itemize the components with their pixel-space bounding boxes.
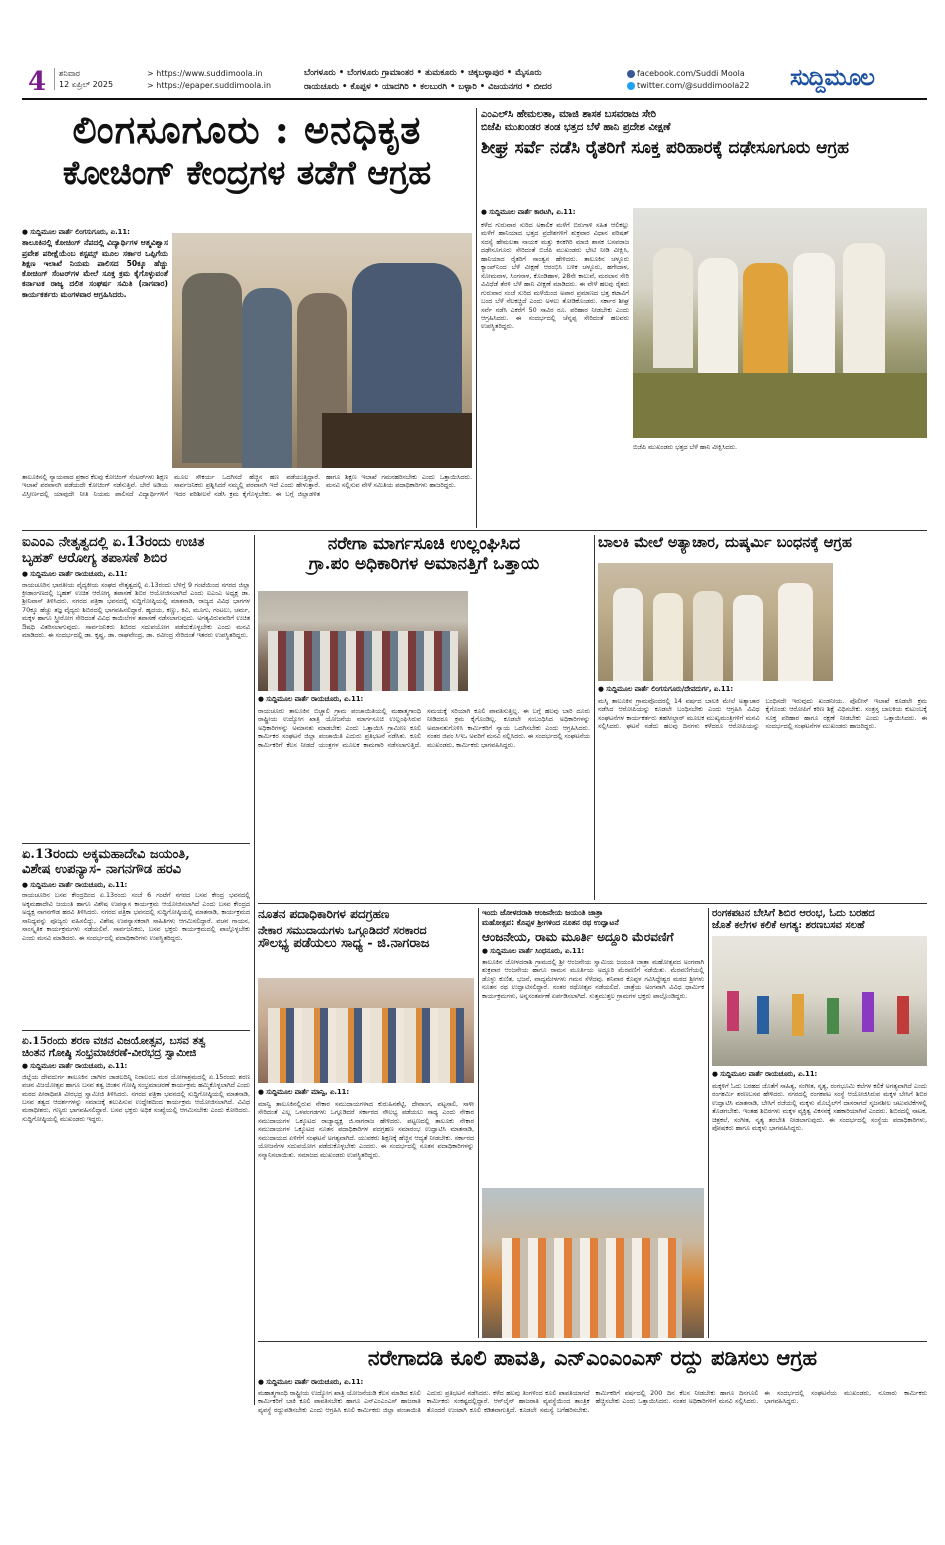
page-number: 4 [28, 67, 47, 97]
article-summer-camp [712, 908, 927, 1338]
headline: ನೂತನ ಪದಾಧಿಕಾರಿಗಳ ಪದಗ್ರಹಣ [258, 908, 390, 921]
subheadline-line-1: ನೇಕಾರ ಸಮುದಾಯಗಳು ಒಗ್ಗೂಡಿದರೆ ಸರಕಾರದ [258, 923, 427, 937]
headline-line-2: ವಿಶೇಷ ಉಪನ್ಯಾಸ- ನಾಗನಗೌಡ ಹರವಿ [22, 861, 181, 877]
dateline: ● ಸುದ್ದಿಮೂಲ ವಾರ್ತೆ ರಾಯಚೂರು, ಏ.11: [22, 1062, 128, 1071]
dateline: ● ಸುದ್ದಿಮೂಲ ವಾರ್ತೆ ಲಿಂಗಸುಗೂರು/ದೇವದುರ್ಗ, ಏ.11: [598, 685, 734, 693]
article-body: ಮಸ್ಕಿ ತಾಲೂಕಿನ ಗ್ರಾಮವೊಂದರಲ್ಲಿ 14 ವರ್ಷದ ಬಾಲಕಿ ಮೇಲೆ ಅತ್ಯಾಚಾರ ನಡೆಸಿದ ಆರೋಪಿಯನ್ನು ಕೂಡಲೇ ಬಂಧಿಸಬೇಕು ಎಂದು ಆಗ್ರಹಿಸಿ ವಿವಿಧ ಸಂಘಟನೆಗಳ ಕಾರ್ಯಕರ್ತರು ತಹಸೀಲ್ದಾರ್ ಮೂಲಕ ಮುಖ್ಯಮಂತ್ರಿಗಳಿಗೆ ಮನವಿ ಸಲ್ಲಿಸಿದರು. ಘಟನೆ ನಡೆದು ಹಲವು ದಿನಗಳು ಕಳೆದರೂ ಆರೋಪಿಯನ್ನು ಬಂಧಿಸದೇ ಇರುವುದು ಖಂಡನೀಯ. ಪೊಲೀಸ್ ಇಲಾಖೆ ಕೂಡಲೇ ಕ್ರಮ ಕೈಗೊಂಡು ಆರೋಪಿಗೆ ಕಠಿಣ ಶಿಕ್ಷೆ ವಿಧಿಸಬೇಕು. ಸಂತ್ರಸ್ತ ಬಾಲಕಿಯ ಕುಟುಂಬಕ್ಕೆ ಸೂಕ್ತ ಪರಿಹಾರ ಹಾಗೂ ರಕ್ಷಣೆ ನೀಡಬೇಕು ಎಂದು ಒತ್ತಾಯಿಸಿದರು. ಈ ಸಂದರ್ಭದಲ್ಲಿ ಸಂಘಟನೆಗಳ ಮುಖಂಡರು ಹಾಜರಿದ್ದರು. [598, 697, 927, 731]
headline-line-1: ನರೇಗಾ ಮಾರ್ಗಸೂಚಿ ಉಲ್ಲಂಘಿಸಿದ [327, 535, 521, 554]
headline-line-2: ಬೃಹತ್ ಆರೋಗ್ಯ ತಪಾಸಣೆ ಶಿಬಿರ [22, 549, 168, 566]
edition-cities [304, 67, 552, 94]
facebook-link[interactable]: facebook.com/Suddi Moola [637, 69, 745, 78]
article-body: ತಾಲೂಕಿನ ಜೋಳದರಾಶಿ ಗ್ರಾಮದಲ್ಲಿ ಶ್ರೀ ಆಂಜನೇಯ ಸ್ವಾಮಿಯ ಜಯಂತಿ ಜಾತ್ರಾ ಮಹೋತ್ಸವದ ಅಂಗವಾಗಿ ಶುಕ್ರವಾರ ಆಂಜನೇಯ ಹಾಗೂ ರಾಮನ ಮೂರ್ತಿಯ ಅದ್ದೂರಿ ಮೆರವಣಿಗೆ ನಡೆಯಿತು. ಮೆರವಣಿಗೆಯಲ್ಲಿ ಡೊಳ್ಳು ಕುಣಿತ, ಭಜನೆ, ವಾದ್ಯಮೇಳಗಳು ಗಮನ ಸೆಳೆದವು. ಶನಿವಾರ ಕೊಪ್ಪಳ ಗವಿಸಿದ್ಧೇಶ್ವರ ಮಠದ ಶ್ರೀಗಳು ನೂತನ ರಥ ಉದ್ಘಾಟಿಸಲಿದ್ದಾರೆ. ನಂತರ ರಥೋತ್ಸವ ನಡೆಯಲಿದೆ. ಜಾತ್ರೆಯ ಅಂಗವಾಗಿ ವಿವಿಧ ಧಾರ್ಮಿಕ ಕಾರ್ಯಕ್ರಮಗಳು, ಅನ್ನಸಂತರ್ಪಣೆ ಏರ್ಪಡಿಸಲಾಗಿದೆ. ಸುತ್ತಮುತ್ತಲ ಗ್ರಾಮಗಳ ಭಕ್ತರು ಪಾಲ್ಗೊಂಡಿದ್ದರು. [482, 957, 704, 1000]
page-date [54, 68, 113, 90]
article-photo [633, 208, 927, 438]
dateline: ● ಸುದ್ದಿಮೂಲ ವಾರ್ತೆ ರಾಯಚೂರು, ಏ.11: [712, 1070, 818, 1078]
dateline: ● ಸುದ್ದಿಮೂಲ ವಾರ್ತೆ ಮಾನ್ವಿ, ಏ.11: [258, 1088, 350, 1096]
dateline: ● ಸುದ್ದಿಮೂಲ ವಾರ್ತೆ ರಾಯಚೂರು, ಏ.11: [22, 880, 128, 889]
kicker-line-1: ಎಂಎಲ್‌ಸಿ ಹೇಮಲತಾ, ಮಾಜಿ ಶಾಸಕ ಬಸವರಾಜ ಸೇರಿ [481, 109, 657, 120]
kicker-line-2: ಮಹೋತ್ಸವ: ಕೊಪ್ಪಳ ಶ್ರೀಗಳಿಂದ ನೂತನ ರಥ ಉದ್ಘಾಟನೆ [482, 917, 619, 927]
headline-line-2: ಕೋಚಿಂಗ್ ಕೇಂದ್ರಗಳ ತಡೆಗೆ ಆಗ್ರಹ [62, 152, 432, 192]
article-weavers-community [258, 908, 474, 1338]
article-photo [598, 563, 833, 681]
day: ಶನಿವಾರ [59, 69, 81, 78]
cities-line-1: ಬೆಂಗಳೂರು • ಬೆಂಗಳೂರು ಗ್ರಾಮಾಂತರ • ತುಮಕೂರು • ಚಿಕ್ಕಬಳ್ಳಾಪುರ • ಮೈಸೂರು [304, 68, 542, 78]
twitter-icon [627, 82, 635, 90]
dateline: ● ಸುದ್ದಿಮೂಲ ವಾರ್ತೆ ರಾಯಚೂರು, ಏ.11: [258, 695, 364, 703]
article-photo [172, 233, 472, 468]
headline-line-1: ಏ.15ರಂದು ಶರಣ ವಚನ ವಿಜಯೋತ್ಸವ, ಬಸವ ತತ್ವ [22, 1035, 206, 1047]
article-photo [482, 1188, 704, 1338]
article-crop-damage [481, 108, 927, 528]
article-body: ಜಿಲ್ಲೆಯ ದೇವದುರ್ಗ ತಾಲೂಕಿನ ಜಾಗೀರ ಜಾಡಲದಿನ್ನಿ ನಿರಾಲಂಬ ಮಠ ಯೋಗಾಶ್ರಮದಲ್ಲಿ ಏ.15ರಂದು ಶರಣ ವಚನ ವಿಜಯೋತ್ಸವ ಹಾಗೂ ಬಸವ ತತ್ವ ಚಿಂತನ ಗೋಷ್ಠಿ ಸಂಭ್ರಮಾಚರಣೆ ಕಾರ್ಯಕ್ರಮ ಹಮ್ಮಿಕೊಳ್ಳಲಾಗಿದೆ ಎಂದು ಮಠದ ಪೀಠಾಧಿಪತಿ ವೀರಭದ್ರ ಸ್ವಾಮೀಜಿ ತಿಳಿಸಿದರು. ನಗರದ ಪತ್ರಿಕಾ ಭವನದಲ್ಲಿ ಸುದ್ದಿಗೋಷ್ಠಿಯಲ್ಲಿ ಮಾತನಾಡಿ, ಬಸವ ತತ್ವದ ಆದರ್ಶಗಳನ್ನು ಸಮಾಜಕ್ಕೆ ತಲುಪಿಸುವ ಉದ್ದೇಶದಿಂದ ಕಾರ್ಯಕ್ರಮ ಆಯೋಜಿಸಲಾಗಿದೆ. ವಿವಿಧ ಮಠಾಧೀಶರು, ಗಣ್ಯರು ಭಾಗವಹಿಸಲಿದ್ದಾರೆ. ಬಸವ ಭಕ್ತರು ಅಧಿಕ ಸಂಖ್ಯೆಯಲ್ಲಿ ಆಗಮಿಸಬೇಕು ಎಂದು ಕೋರಿದರು. ಸುದ್ದಿಗೋಷ್ಠಿಯಲ್ಲಿ ಮುಖಂಡರು ಇದ್ದರು. [22, 1072, 250, 1123]
twitter-link[interactable]: twitter.com/@suddimoola22 [637, 81, 750, 90]
article-body: ಮಕ್ಕಳಿಗೆ ಓದು ಬರಹದ ಜೊತೆಗೆ ಸಾಹಿತ್ಯ, ಸಂಗೀತ, ನೃತ್ಯ, ರಂಗಭೂಮಿ ಕಲೆಗಳ ಕಲಿಕೆ ಅಗತ್ಯವಾಗಿದೆ ಎಂದು ರಂಗಕರ್ಮಿ ಶರಣಬಸವ ಹೇಳಿದರು. ನಗರದಲ್ಲಿ ರಂಗಕಪಟ ಸಂಸ್ಥೆ ಆಯೋಜಿಸಿರುವ ಮಕ್ಕಳ ಬೇಸಿಗೆ ಶಿಬಿರ ಉದ್ಘಾಟಿಸಿ ಮಾತನಾಡಿ, ಬೇಸಿಗೆ ರಜೆಯಲ್ಲಿ ಮಕ್ಕಳು ಮೊಬೈಲ್‌ಗೆ ದಾಸರಾಗದೆ ಸೃಜನಶೀಲ ಚಟುವಟಿಕೆಗಳಲ್ಲಿ ತೊಡಗಬೇಕು. ಇಂತಹ ಶಿಬಿರಗಳು ಮಕ್ಕಳ ವ್ಯಕ್ತಿತ್ವ ವಿಕಸನಕ್ಕೆ ಸಹಕಾರಿಯಾಗಿವೆ ಎಂದರು. ಶಿಬಿರದಲ್ಲಿ ನಾಟಕ, ಚಿತ್ರಕಲೆ, ಸಂಗೀತ, ನೃತ್ಯ ತರಬೇತಿ ನೀಡಲಾಗುವುದು. ಈ ಸಂದರ್ಭದಲ್ಲಿ ಸಂಸ್ಥೆಯ ಪದಾಧಿಕಾರಿಗಳು, ಪೋಷಕರು ಹಾಗೂ ಮಕ್ಕಳು ಭಾಗವಹಿಸಿದ್ದರು. [712, 1082, 927, 1133]
article-vachana-vijayotsava [22, 1035, 250, 1405]
website-links: > https://www.suddimoola.in > https://epaper.suddimoola.in [147, 69, 272, 90]
headline-line-1: ಐಎಂಎ ನೇತೃತ್ವದಲ್ಲಿ ಏ.13ರಂದು ಉಚಿತ [22, 535, 205, 550]
dateline: ● ಸುದ್ದಿಮೂಲ ವಾರ್ತೆ ಲಿಂಗಸುಗೂರು, ಏ.11: [22, 228, 130, 236]
date: 12 ಏಪ್ರಿಲ್ 2025 [59, 80, 114, 90]
article-health-camp [22, 535, 250, 840]
headline-line-1: ಏ.13ರಂದು ಅಕ್ಕಮಹಾದೇವಿ ಜಯಂತಿ, [22, 848, 190, 862]
dateline: ● ಸುದ್ದಿಮೂಲ ವಾರ್ತೆ ಕಾರಟಗಿ, ಏ.11: [481, 208, 576, 216]
article-photo [712, 936, 927, 1066]
headline: ಶೀಘ್ರ ಸರ್ವೆ ನಡೆಸಿ ರೈತರಿಗೆ ಸೂಕ್ತ ಪರಿಹಾರಕ್ಕೆ ದಢೇಸೂಗೂರು ಆಗ್ರಹ [481, 138, 850, 158]
website-link[interactable]: https://www.suddimoola.in [156, 69, 263, 78]
headline: ನರೇಗಾದಡಿ ಕೂಲಿ ಪಾವತಿ, ಎನ್ಎಂಎಂಎಸ್ ರದ್ದು ಪಡಿಸಲು ಆಗ್ರಹ [367, 1346, 818, 1370]
article-body: ಮಹಾತ್ಮಗಾಂಧಿ ರಾಷ್ಟ್ರೀಯ ಉದ್ಯೋಗ ಖಾತ್ರಿ ಯೋಜನೆಯಡಿ ಕೆಲಸ ಮಾಡಿದ ಕೂಲಿ ಕಾರ್ಮಿಕರಿಗೆ ಬಾಕಿ ಕೂಲಿ ಪಾವತಿಸಬೇಕು ಹಾಗೂ ಎನ್ಎಂಎಂಎಸ್ ಹಾಜರಾತಿ ವ್ಯವಸ್ಥೆ ರದ್ದುಪಡಿಸಬೇಕು ಎಂದು ಆಗ್ರಹಿಸಿ ಕೂಲಿ ಕಾರ್ಮಿಕರು ಜಿಲ್ಲಾ ಪಂಚಾಯಿತಿ ಎದುರು ಪ್ರತಿಭಟನೆ ನಡೆಸಿದರು. ಕಳೆದ ಹಲವು ತಿಂಗಳಿಂದ ಕೂಲಿ ಪಾವತಿಯಾಗದೆ ಕಾರ್ಮಿಕರು ಸಂಕಷ್ಟದಲ್ಲಿದ್ದಾರೆ. ಆನ್‌ಲೈನ್ ಹಾಜರಾತಿ ವ್ಯವಸ್ಥೆಯಿಂದ ತಾಂತ್ರಿಕ ತೊಂದರೆ ಉಂಟಾಗಿ ಕೂಲಿ ಕಡಿತವಾಗುತ್ತಿದೆ. ಕೂಡಲೇ ಸಮಸ್ಯೆ ಬಗೆಹರಿಸಬೇಕು. ಕಾರ್ಮಿಕರಿಗೆ ವರ್ಷದಲ್ಲಿ 200 ದಿನ ಕೆಲಸ ನೀಡಬೇಕು ಹಾಗೂ ದಿನಗೂಲಿ ಹೆಚ್ಚಿಸಬೇಕು ಎಂದು ಒತ್ತಾಯಿಸಿದರು. ನಂತರ ಅಧಿಕಾರಿಗಳಿಗೆ ಮನವಿ ಸಲ್ಲಿಸಿದರು. ಈ ಸಂದರ್ಭದಲ್ಲಿ ಸಂಘಟನೆಯ ಮುಖಂಡರು, ನೂರಾರು ಕಾರ್ಮಿಕರು ಭಾಗವಹಿಸಿದ್ದರು. [258, 1388, 927, 1414]
article-body: ರಾಯಚೂರಿನ ಭಾರತೀಯ ವೈದ್ಯಕೀಯ ಸಂಘದ ನೇತೃತ್ವದಲ್ಲಿ ಏ.13ರಂದು ಬೆಳಿಗ್ಗೆ 9 ಗಂಟೆಯಿಂದ ನಗರದ ಜಿಲ್ಲಾ ಕ್ರೀಡಾಂಗಣದಲ್ಲಿ ಬೃಹತ್ ಉಚಿತ ಆರೋಗ್ಯ ತಪಾಸಣೆ ಶಿಬಿರ ಆಯೋಜಿಸಲಾಗಿದೆ ಎಂದು ಐಎಂಎ ಅಧ್ಯಕ್ಷ ಡಾ. ಶ್ರೀನಿವಾಸ್ ತಿಳಿಸಿದರು. ನಗರದ ಪತ್ರಿಕಾ ಭವನದಲ್ಲಿ ಸುದ್ದಿಗೋಷ್ಠಿಯಲ್ಲಿ ಮಾತನಾಡಿ, ರಾಜ್ಯದ ವಿವಿಧ ಭಾಗಗಳ 70ಕ್ಕೂ ಹೆಚ್ಚು ತಜ್ಞ ವೈದ್ಯರು ಶಿಬಿರದಲ್ಲಿ ಭಾಗವಹಿಸಲಿದ್ದಾರೆ. ಹೃದಯ, ಕಣ್ಣು, ಕಿವಿ, ಮೂಗು, ಗಂಟಲು, ಚರ್ಮ, ಮಕ್ಕಳ ಹಾಗೂ ಸ್ತ್ರೀರೋಗ ಸೇರಿದಂತೆ ವಿವಿಧ ಕಾಯಿಲೆಗಳ ತಪಾಸಣೆ ನಡೆಸಲಾಗುವುದು. ಅಗತ್ಯವಿರುವವರಿಗೆ ಉಚಿತ ಔಷಧಿ ವಿತರಿಸಲಾಗುವುದು. ಸಾರ್ವಜನಿಕರು ಶಿಬಿರದ ಸದುಪಯೋಗ ಪಡೆದುಕೊಳ್ಳಬೇಕು ಎಂದು ಮನವಿ ಮಾಡಿದರು. ಈ ಸಂದರ್ಭದಲ್ಲಿ ಡಾ. ಕೃಷ್ಣ, ಡಾ. ರಾಘವೇಂದ್ರ, ಡಾ. ರವೀಂದ್ರ ಸೇರಿದಂತೆ ಇತರರು ಉಪಸ್ಥಿತರಿದ್ದರು. [22, 580, 250, 640]
epaper-link[interactable]: https://epaper.suddimoola.in [156, 81, 272, 90]
article-body: ಕಳೆದ ಗುರುವಾರ ಸುರಿದ ಅಕಾಲಿಕ ಮಳೆಗೆ ಬಿರುಗಾಳಿ ಸಹಿತ ಆಲಿಕಲ್ಲು ಮಳೆಗೆ ಹಾನಿಯಾದ ಭತ್ತದ ಪ್ರದೇಶಗಳಿಗೆ ಶುಕ್ರವಾರ ವಿಧಾನ ಪರಿಷತ್ ಸದಸ್ಯೆ ಹೇಮಲತಾ ನಾಯಕ ಮತ್ತು ಕನಕಗಿರಿ ಮಾಜಿ ಶಾಸಕ ಬಸವರಾಜ ದಢೇಸೂಗೂರು ಸೇರಿದಂತೆ ಬಿಜೆಪಿ ಮುಖಂಡರು ಭೇಟಿ ನೀಡಿ ವೀಕ್ಷಿಸಿ, ಹಾನಿಯಾದ ರೈತರಿಗೆ ಸಾಂತ್ವನ ಹೇಳಿದರು. ತಾಲೂಕಿನ ಚಳ್ಳೂರು ಕ್ಯಾಂಪ್‌ನಿಂದ ಬೆಳೆ ವೀಕ್ಷಣೆ ಆರಂಭಿಸಿ ಬಳಿಕ ಚಳ್ಳೂರು, ಹಗೇದಾಳ, ಸೋಮನಾಳ, ಸಿಂಗನಾಳ, ಕೊಂಡಿಹಾಳ, 28ನೇ ಕಾಲುವೆ, ಮರಲಾನ ಸೇರಿ ವಿವಿಧೆಡೆ ತೆರಳಿ ಬೆಳೆ ಹಾನಿ ವೀಕ್ಷಣೆ ಮಾಡಿದರು. ಈ ವೇಳೆ ಹಲವು ರೈತರು ಗುರುವಾರ ಸಂಜೆ ಸುರಿದ ಮಳೆಯಿಂದ ಅಪಾರ ಪ್ರಮಾಣದ ಭತ್ತ ಕಟಾವಿಗೆ ಬಂದ ಬೆಳೆ ನೆಲಕಚ್ಚಿದೆ ಎಂದು ಅಳಲು ತೋಡಿಕೊಂಡರು. ಸರ್ಕಾರ ಶೀಘ್ರ ಸರ್ವೆ ನಡೆಸಿ ಎಕರೆಗೆ 50 ಸಾವಿರ ರೂ. ಪರಿಹಾರ ನೀಡಬೇಕು ಎಂದು ಆಗ್ರಹಿಸಿದರು. ಈ ಸಂದರ್ಭದಲ್ಲಿ ಚೆನ್ನಪ್ಪ ಸೇರಿದಂತೆ ಹಲವರು ಉಪಸ್ಥಿತರಿದ್ದರು. [481, 221, 629, 331]
dateline: ● ಸುದ್ದಿಮೂಲ ವಾರ್ತೆ ರಾಯಚೂರು, ಏ.11: [22, 570, 128, 579]
headline-line-2: ಚಿಂತನ ಗೋಷ್ಠಿ ಸಂಭ್ರಮಾಚರಣೆ-ವೀರಭದ್ರ ಸ್ವಾಮೀಜಿ [22, 1047, 197, 1060]
subheadline-line-2: ಸೌಲಭ್ಯ ಪಡೆಯಲು ಸಾಧ್ಯ - ಜಿ.ನಾಗರಾಜ [258, 936, 430, 952]
headline: ಬಾಲಕಿ ಮೇಲೆ ಅತ್ಯಾಚಾರ, ದುಷ್ಕರ್ಮಿ ಬಂಧನಕ್ಕೆ ಆಗ್ರಹ [598, 535, 852, 551]
article-nrega-wages [258, 1346, 927, 1536]
article-nrega-suspension [258, 535, 590, 900]
kicker-line-2: ಬಿಜೆಪಿ ಮುಖಂಡರ ತಂಡ ಭತ್ತದ ಬೆಳೆ ಹಾನಿ ಪ್ರದೇಶ ವೀಕ್ಷಣೆ [481, 122, 671, 133]
article-girl-assault [598, 535, 927, 900]
newspaper-logo: ಸುದ್ದಿಮೂಲ [790, 64, 874, 91]
headline-line-1: ಲಿಂಗಸೂಗೂರು : ಅನಧಿಕೃತ [72, 108, 422, 152]
facebook-icon [627, 70, 635, 78]
headline: ಆಂಜನೇಯ, ರಾಮ ಮೂರ್ತಿ ಅದ್ದೂರಿ ಮೆರವಣಿಗೆ [482, 929, 674, 944]
masthead [22, 62, 927, 100]
headline-line-2: ಗ್ರಾ.ಪಂ ಅಧಿಕಾರಿಗಳ ಅಮಾನತ್ತಿಗೆ ಒತ್ತಾಯ [308, 553, 540, 574]
article-photo [258, 591, 468, 691]
headline-line-1: ರಂಗಕಪಟನ ಬೇಸಿಗೆ ಶಿಬಿರ ಆರಂಭ, ಓದು ಬರಹದ [712, 908, 875, 919]
article-anjaneya-jatra [482, 908, 704, 1338]
dateline: ● ಸುದ್ದಿಮೂಲ ವಾರ್ತೆ ಸಿಂಧನೂರು, ಏ.11: [482, 947, 585, 956]
article-body: ಮಾನ್ವಿ ತಾಲೂಕಿನಲ್ಲಿರುವ ನೇಕಾರ ಸಮುದಾಯಗಳಾದ ಕುರುಹಿನಶೆಟ್ಟಿ, ದೇವಾಂಗ, ಪಟ್ಟಸಾಲಿ, ಸಾಳೀ ಸೇರಿದಂತೆ ಎಲ್ಲ ಒಳಪಂಗಡಗಳು ಒಗ್ಗೂಡಿದರೆ ಸರ್ಕಾರದ ಸೌಲಭ್ಯ ಪಡೆಯಲು ಸಾಧ್ಯ ಎಂದು ನೇಕಾರ ಸಮುದಾಯಗಳ ಒಕ್ಕೂಟದ ರಾಜ್ಯಾಧ್ಯಕ್ಷ ಜಿ.ನಾಗರಾಜ ಹೇಳಿದರು. ಪಟ್ಟಣದಲ್ಲಿ ತಾಲೂಕು ನೇಕಾರ ಸಮುದಾಯಗಳ ಒಕ್ಕೂಟದ ನೂತನ ಪದಾಧಿಕಾರಿಗಳ ಪದಗ್ರಹಣ ಸಮಾರಂಭ ಉದ್ಘಾಟಿಸಿ ಮಾತನಾಡಿ, ಸಮುದಾಯದ ಏಳಿಗೆಗೆ ಸಂಘಟನೆ ಅಗತ್ಯವಾಗಿದೆ. ಯುವಕರು ಶಿಕ್ಷಣಕ್ಕೆ ಹೆಚ್ಚಿನ ಆದ್ಯತೆ ನೀಡಬೇಕು. ಸರ್ಕಾರದ ಯೋಜನೆಗಳ ಸದುಪಯೋಗ ಪಡೆದುಕೊಳ್ಳಬೇಕು ಎಂದರು. ಈ ಸಂದರ್ಭದಲ್ಲಿ ನೂತನ ಪದಾಧಿಕಾರಿಗಳನ್ನು ಸನ್ಮಾನಿಸಲಾಯಿತು. ಸಮಾಜದ ಮುಖಂಡರು ಉಪಸ್ಥಿತರಿದ್ದರು. [258, 1100, 474, 1159]
article-photo [258, 978, 474, 1083]
article-akkamahadevi [22, 848, 250, 1028]
article-lingasugur-coaching [22, 108, 472, 528]
article-lead: ತಾಲೂಕಿನಲ್ಲಿ ಕೋಚಿಂಗ್ ನೆಪದಲ್ಲಿ ವಿದ್ಯಾರ್ಥಿಗಳ ಆತ್ಮವಿಶ್ವಾಸ ಪ್ರವೇಶ ಪರೀಕ್ಷೆಯೆಂಬ ಕಸ್ಟಮ್ಸ್ ಮೂಲ ಸರ್ಕಾರ ಒಪ್ಪಿಗೆಯ ಶಿಕ್ಷಣ ಇಲಾಖೆ ನಿಯಮ ಪಾಲಿಸದ 50ಕ್ಕೂ ಹೆಚ್ಚು ಕೋಚಿಂಗ್ ಸೆಂಟರ್‌ಗಳ ಮೇಲೆ ಸೂಕ್ತ ಕ್ರಮ ಕೈಗೊಳ್ಳುವಂತೆ ಕರ್ನಾಟಕ ರಾಜ್ಯ ದಲಿತ ಸಂಘರ್ಷ ಸಮಿತಿ (ನಾಗವಾರ) ಕಾರ್ಯಕರ್ತರು ಮಂಗಳವಾರ ಆಗ್ರಹಿಸಿದರು. [22, 238, 168, 299]
kicker-line-1: ಇಂದು ಜೋಳದರಾಶಿ ಆಂಜನೇಯ ಜಯಂತಿ ಜಾತ್ರಾ [482, 908, 603, 917]
cities-line-2: ರಾಯಚೂರು • ಕೊಪ್ಪಳ • ಯಾದಗಿರಿ • ಕಲಬುರಗಿ • ಬಳ್ಳಾರಿ • ವಿಜಯನಗರ • ಬೀದರ [304, 81, 552, 92]
dateline: ● ಸುದ್ದಿಮೂಲ ವಾರ್ತೆ ರಾಯಚೂರು, ಏ.11: [258, 1378, 364, 1387]
article-caption: ಬಿಜೆಪಿ ಮುಖಂಡರು ಭತ್ತದ ಬೆಳೆ ಹಾನಿ ವೀಕ್ಷಿಸಿದರು. [633, 443, 738, 451]
article-body: ರಾಯಚೂರಿನ ಬಸವ ಕೇಂದ್ರದಿಂದ ಏ.13ರಂದು ಸಂಜೆ 6 ಗಂಟೆಗೆ ನಗರದ ಬಸವ ಕೇಂದ್ರ ಭವನದಲ್ಲಿ ಅಕ್ಕಮಹಾದೇವಿ ಜಯಂತಿ ಹಾಗೂ ವಿಶೇಷ ಉಪನ್ಯಾಸ ಕಾರ್ಯಕ್ರಮ ಆಯೋಜಿಸಲಾಗಿದೆ ಎಂದು ಬಸವ ಕೇಂದ್ರದ ಅಧ್ಯಕ್ಷ ನಾಗನಗೌಡ ಹರವಿ ತಿಳಿಸಿದರು. ನಗರದ ಪತ್ರಿಕಾ ಭವನದಲ್ಲಿ ಸುದ್ದಿಗೋಷ್ಠಿಯಲ್ಲಿ ಮಾತನಾಡಿ, ಕಾರ್ಯಕ್ರಮದ ಸಾನಿಧ್ಯವನ್ನು ಪೂಜ್ಯರು ವಹಿಸಲಿದ್ದು, ವಿಶೇಷ ಉಪನ್ಯಾಸಕರಾಗಿ ಸಾಹಿತಿಗಳು ಆಗಮಿಸಲಿದ್ದಾರೆ. ವಚನ ಗಾಯನ, ಸಾಂಸ್ಕೃತಿಕ ಕಾರ್ಯಕ್ರಮಗಳು ನಡೆಯಲಿವೆ. ಸಾರ್ವಜನಿಕರು, ಬಸವ ಭಕ್ತರು ಕಾರ್ಯಕ್ರಮದಲ್ಲಿ ಪಾಲ್ಗೊಳ್ಳಬೇಕು ಎಂದು ಮನವಿ ಮಾಡಿದರು. ಈ ಸಂದರ್ಭದಲ್ಲಿ ಪದಾಧಿಕಾರಿಗಳು ಉಪಸ್ಥಿತರಿದ್ದರು. [22, 891, 250, 942]
article-body: ರಾಯಚೂರು ತಾಲೂಕಿನ ಬಿಚ್ಚಾಲಿ ಗ್ರಾಮ ಪಂಚಾಯಿತಿಯಲ್ಲಿ ಮಹಾತ್ಮಗಾಂಧಿ ರಾಷ್ಟ್ರೀಯ ಉದ್ಯೋಗ ಖಾತ್ರಿ ಯೋಜನೆಯ ಮಾರ್ಗಸೂಚಿ ಉಲ್ಲಂಘಿಸಿರುವ ಅಧಿಕಾರಿಗಳನ್ನು ಅಮಾನತು ಮಾಡಬೇಕು ಎಂದು ಒತ್ತಾಯಿಸಿ ಗ್ರಾಮೀಣ ಕೂಲಿ ಕಾರ್ಮಿಕರ ಸಂಘಟನೆ ಜಿಲ್ಲಾ ಪಂಚಾಯಿತಿ ಎದುರು ಪ್ರತಿಭಟನೆ ನಡೆಸಿತು. ಕೂಲಿ ಕಾರ್ಮಿಕರಿಗೆ ಕೆಲಸ ನೀಡದೆ ಯಂತ್ರಗಳ ಮೂಲಕ ಕಾಮಗಾರಿ ನಡೆಸಲಾಗುತ್ತಿದೆ. ಸಮಯಕ್ಕೆ ಸರಿಯಾಗಿ ಕೂಲಿ ಪಾವತಿಸುತ್ತಿಲ್ಲ. ಈ ಬಗ್ಗೆ ಹಲವು ಬಾರಿ ದೂರು ನೀಡಿದರೂ ಕ್ರಮ ಕೈಗೊಂಡಿಲ್ಲ. ಕೂಡಲೇ ಸಂಬಂಧಿಸಿದ ಅಧಿಕಾರಿಗಳನ್ನು ಅಮಾನತುಗೊಳಿಸಿ ಕಾರ್ಮಿಕರಿಗೆ ನ್ಯಾಯ ಒದಗಿಸಬೇಕು ಎಂದು ಆಗ್ರಹಿಸಿದರು. ನಂತರ ಜಿಪಂ ಸಿಇಒ ಅವರಿಗೆ ಮನವಿ ಸಲ್ಲಿಸಿದರು. ಈ ಸಂದರ್ಭದಲ್ಲಿ ಸಂಘಟನೆಯ ಮುಖಂಡರು, ಕಾರ್ಮಿಕರು ಭಾಗವಹಿಸಿದ್ದರು. [258, 707, 590, 749]
headline-line-2: ಜೊತೆ ಕಲೆಗಳ ಕಲಿಕೆ ಅಗತ್ಯ: ಶರಣಬಸವ ಸಲಹೆ [712, 919, 865, 931]
social-links [627, 68, 749, 92]
article-body: ತಾಲೂಕಿನಲ್ಲಿ ನ್ಯಾಯವಾದ ಪ್ರಕಾರ ಕೆಲವು ಕೋಚಿಂಗ್ ಸೆಂಟರ್‌ಗಳು ಶಿಕ್ಷಣ ಇಲಾಖೆ ಪರವಾನಗಿ ಪಡೆಯದೇ ಕೋಚಿಂಗ್ ನಡೆಸುತ್ತಿವೆ. ಬೇರೆ ಅಡಿಯ ವಿಸ್ತೀರ್ಣದಲ್ಲಿ ಯಾವುದೇ ನೀತಿ ನಿಯಮ ಪಾಲಿಸದೆ ವಿದ್ಯಾರ್ಥಿಗಳಿಗೆ ಮೂಲ ಸೌಕರ್ಯ ಒದಗಿಸದೆ ಹೆಚ್ಚಿನ ಹಣ ಪಡೆಯುತ್ತಿದ್ದಾರೆ. ಸಾರ್ವಜನಿಕರು ಪ್ರಶ್ನಿಸಿದರೆ ನಮ್ಮಲ್ಲಿ ಪರವಾನಗಿ ಇದೆ ಎಂದು ಹೇಳುತ್ತಾರೆ. ಇದರ ಪರಿಶೀಲನೆ ನಡೆಸಿ ಕ್ರಮ ಕೈಗೊಳ್ಳಬೇಕು. ಈ ಬಗ್ಗೆ ಜಿಲ್ಲಾಡಳಿತ ಹಾಗೂ ಶಿಕ್ಷಣ ಇಲಾಖೆ ಗಮನಹರಿಸಬೇಕು ಎಂದು ಒತ್ತಾಯಿಸಿದರು. ಮನವಿ ಸಲ್ಲಿಸುವ ವೇಳೆ ಸಮಿತಿಯ ಪದಾಧಿಕಾರಿಗಳು ಹಾಜರಿದ್ದರು. [22, 473, 472, 498]
